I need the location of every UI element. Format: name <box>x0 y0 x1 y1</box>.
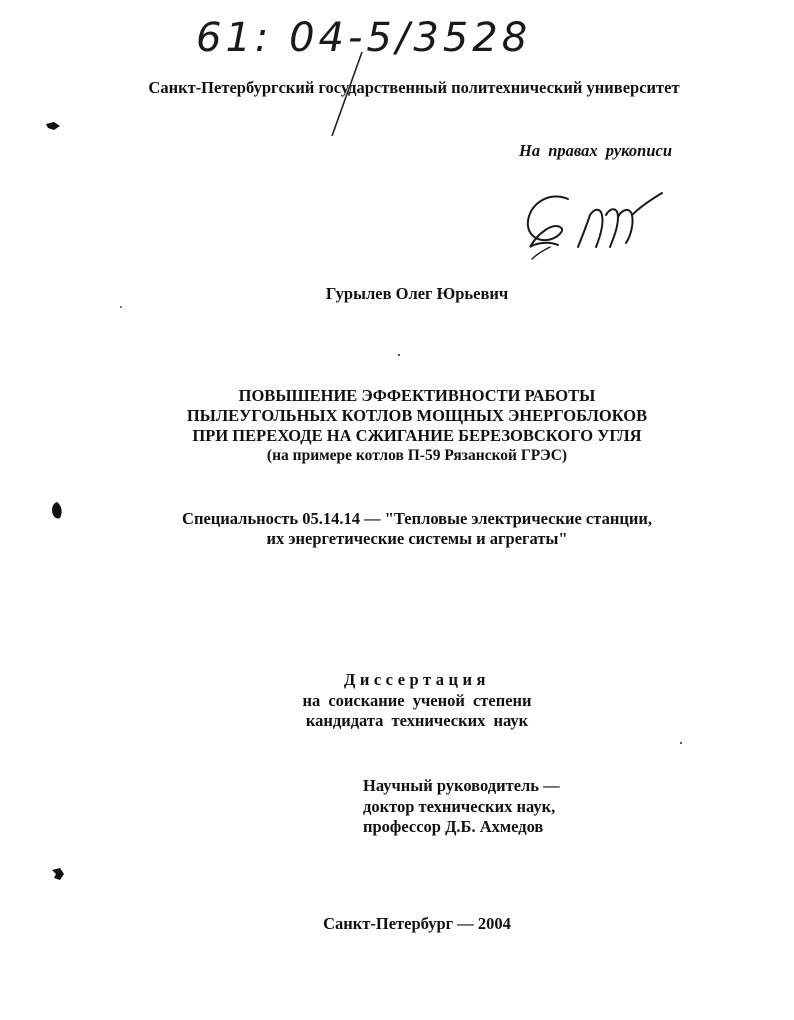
pen-stroke-mark <box>326 50 366 140</box>
dissertation-heading: Диссертация <box>344 670 490 689</box>
manuscript-rights-label: На правах рукописи <box>519 141 672 160</box>
city-year: Санкт-Петербург — 2004 <box>323 914 511 933</box>
scientific-advisor <box>363 776 560 838</box>
advisor-line-3: профессор Д.Б. Ахмедов <box>363 817 544 836</box>
specialty-line-2: их энергетические системы и агрегаты" <box>266 529 568 548</box>
speck-mark <box>680 742 682 744</box>
university-name: Санкт-Петербургский государственный политехнический университет <box>148 78 680 97</box>
dissertation-title <box>0 386 794 466</box>
dissertation-line-3: кандидата технических наук <box>305 711 529 730</box>
advisor-line-2: доктор технических наук, <box>363 796 556 816</box>
dissertation-statement <box>0 670 794 732</box>
punch-mark-middle <box>48 500 66 522</box>
dissertation-line-2: на соискание ученой степени <box>302 690 532 710</box>
title-line-3: ПРИ ПЕРЕХОДЕ НА СЖИГАНИЕ БЕРЕЗОВСКОГО УГЛЯ <box>192 426 642 445</box>
punch-mark-bottom <box>48 864 68 884</box>
speck-mark <box>120 306 122 308</box>
author-name: Гурылев Олег Юрьевич <box>325 284 509 303</box>
specialty-line-1: Специальность 05.14.14 — "Тепловые электрические станции, <box>182 509 652 528</box>
title-line-1: ПОВЫШЕНИЕ ЭФФЕКТИВНОСТИ РАБОТЫ <box>238 386 596 405</box>
specialty-block <box>0 509 794 549</box>
signature-mark <box>520 185 670 265</box>
title-line-4: (на примере котлов П-59 Рязанской ГРЭС) <box>266 447 568 464</box>
title-line-2: ПЫЛЕУГОЛЬНЫХ КОТЛОВ МОЩНЫХ ЭНЕРГОБЛОКОВ <box>186 406 648 425</box>
registration-number: 61: 04-5/3528 <box>196 15 532 61</box>
speck-mark <box>398 354 400 356</box>
punch-mark-top <box>44 118 64 134</box>
advisor-line-1: Научный руководитель — <box>363 776 560 795</box>
